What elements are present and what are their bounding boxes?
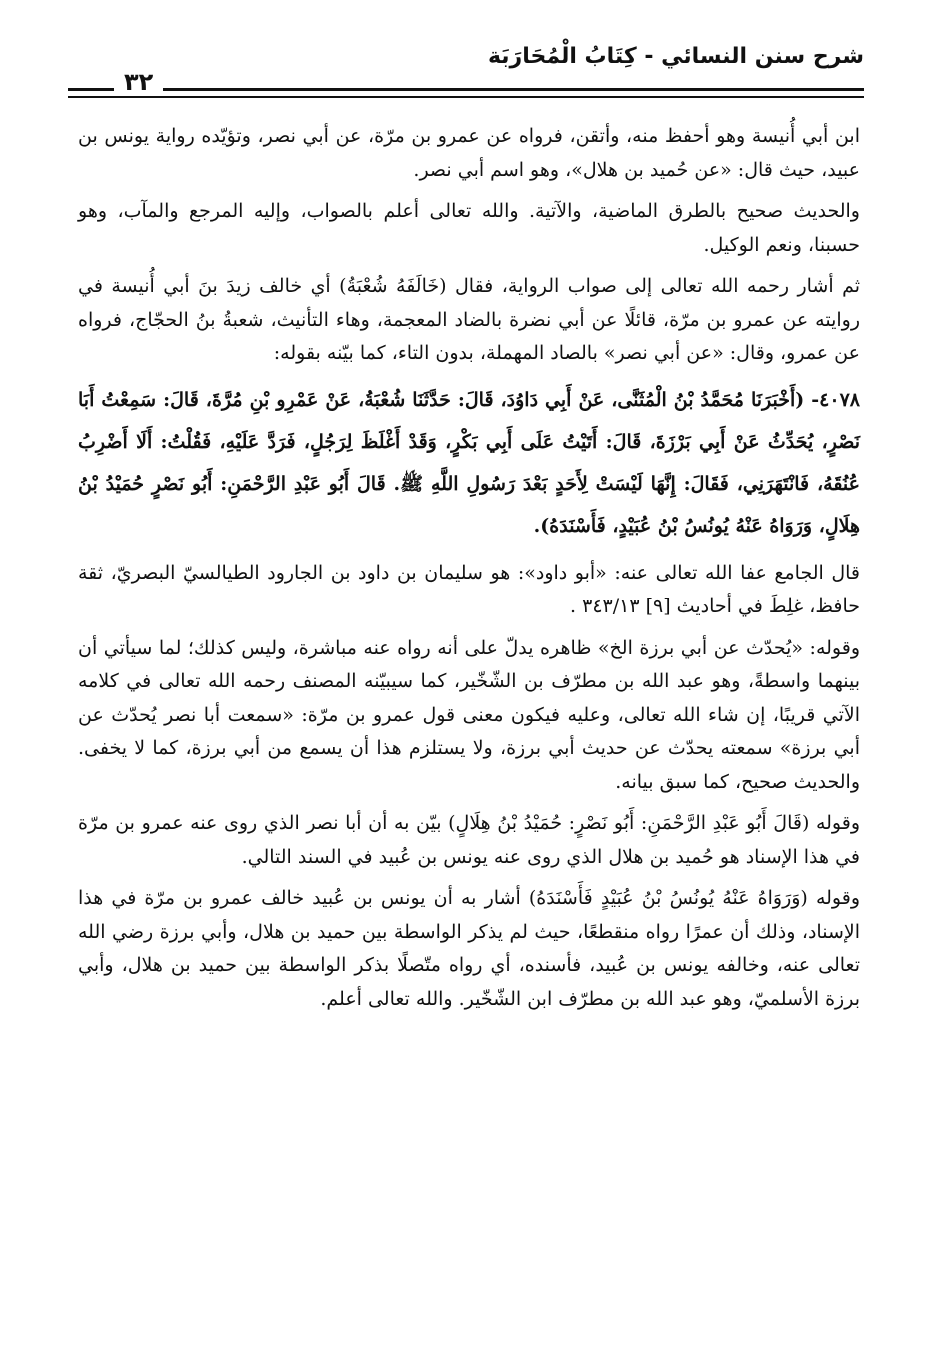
paragraph: وقوله (قَالَ أَبُو عَبْدِ الرَّحْمَنِ: أَبُو نَصْرٍ: حُمَيْدُ بْنُ هِلَالٍ) بيّن به أن أبا نصر الذي روى عنه عمرو بن مرّة في هذا الإسناد هو حُميد بن هلال الذي روى عنه يونس بن عُبيد في السند التالي. bbox=[78, 812, 860, 868]
running-header bbox=[68, 40, 864, 106]
page-number: ٣٢ bbox=[114, 68, 163, 96]
hadith-text: ٤٠٧٨- (أَخْبَرَنَا مُحَمَّدُ بْنُ الْمُثَنَّى، عَنْ أَبِي دَاوُدَ، قَالَ: حَدَّثَنَا شُعْبَةُ، عَنْ عَمْرِو بْنِ مُرَّةَ، قَالَ: سَمِعْتُ أَبَا نَصْرٍ، يُحَدِّثُ عَنْ أَبِي بَرْزَةَ، قَالَ: أَتَيْتُ عَلَى أَبِي بَكْرٍ، وَقَدْ أَغْلَظَ لِرَجُلٍ، فَرَدَّ عَلَيْهِ، فَقُلْتُ: أَلَا أَضْرِبُ عُنُقَهُ، فَانْتَهَرَنِي، فَقَالَ: إِنَّهَا لَيْسَتْ لِأَحَدٍ بَعْدَ رَسُولِ اللَّهِ ﷺ. قَالَ أَبُو عَبْدِ الرَّحْمَنِ: أَبُو نَصْرٍ حُمَيْدُ بْنُ هِلَالٍ، وَرَوَاهُ عَنْهُ يُونُسُ بْنُ عُبَيْدٍ، فَأَسْنَدَهُ). bbox=[78, 388, 860, 537]
paragraph: وقوله (وَرَوَاهُ عَنْهُ يُونُسُ بْنُ عُبَيْدٍ فَأَسْنَدَهُ) أشار به أن يونس بن عُبيد خالف عمرو بن مرّة في هذا الإسناد، وذلك أن عمرًا رواه منقطعًا، حيث لم يذكر الواسطة بين حميد بن هلال، وأبي برزة رضي الله تعالى عنه، وخالفه يونس بن عُبيد، فأسنده، أي رواه متّصلًا بذكر الواسطة بين حميد بن هلال، وأبي برزة الأسلميّ، وهو عبد الله بن مطرّف ابن الشّخّير. والله تعالى أعلم. bbox=[78, 887, 860, 1010]
header-rule-top bbox=[68, 88, 864, 91]
running-title: شرح سنن النسائي - كِتَابُ الْمُحَارَبَة bbox=[487, 44, 864, 69]
paragraph: قال الجامع عفا الله تعالى عنه: «أبو داود»: هو سليمان بن داود بن الجارود الطيالسيّ البصريّ، ثقة حافظ، غلِطَ في أحاديث [٩] ٣٤٣/١٣ . bbox=[78, 561, 860, 617]
paragraph: ابن أبي أُنيسة وهو أحفظ منه، وأتقن، فرواه عن عمرو بن مرّة، عن أبي نصر، وتؤيّده رواية يونس بن عبيد، حيث قال: «عن حُميد بن هلال»، وهو اسم أبي نصر. bbox=[78, 125, 860, 181]
page-body bbox=[78, 120, 860, 1024]
paragraph: والحديث صحيح بالطرق الماضية، والآتية. والله تعالى أعلم بالصواب، وإليه المرجع والمآب، وهو حسبنا، ونعم الوكيل. bbox=[78, 200, 860, 256]
header-rule-bottom bbox=[68, 96, 864, 98]
paragraph: ثم أشار رحمه الله تعالى إلى صواب الرواية، فقال (خَالَفَهُ شُعْبَةُ) أي خالف زيدَ بنَ أبي أُنيسة في روايته عن عمرو بن مرّة، قائلًا عن أبي نضرة بالضاد المعجمة، وهاء التأنيث، شعبةُ بنُ الحجّاج، فرواه عن عمرو، وقال: «عن أبي نصر» بالصاد المهملة، بدون التاء، كما بيّنه بقوله: bbox=[78, 275, 860, 364]
paragraph: وقوله: «يُحدّث عن أبي برزة الخ» ظاهره يدلّ على أنه رواه عنه مباشرة، وليس كذلك؛ لما سيأتي أن بينهما واسطةً، وهو عبد الله بن مطرّف بن الشّخّير، كما سيبيّنه المصنف رحمه الله تعالى في كلامه الآتي قريبًا، إن شاء الله تعالى، وعليه فيكون معنى قول عمرو بن مرّة: «سمعت أبا نصر يُحدّث عن أبي برزة» سمعته يحدّث عن حديث أبي برزة، ولا يستلزم هذا أن يسمع من أبي برزة، كما لا يخفى. والحديث صحيح، كما سبق بيانه. bbox=[78, 636, 860, 793]
